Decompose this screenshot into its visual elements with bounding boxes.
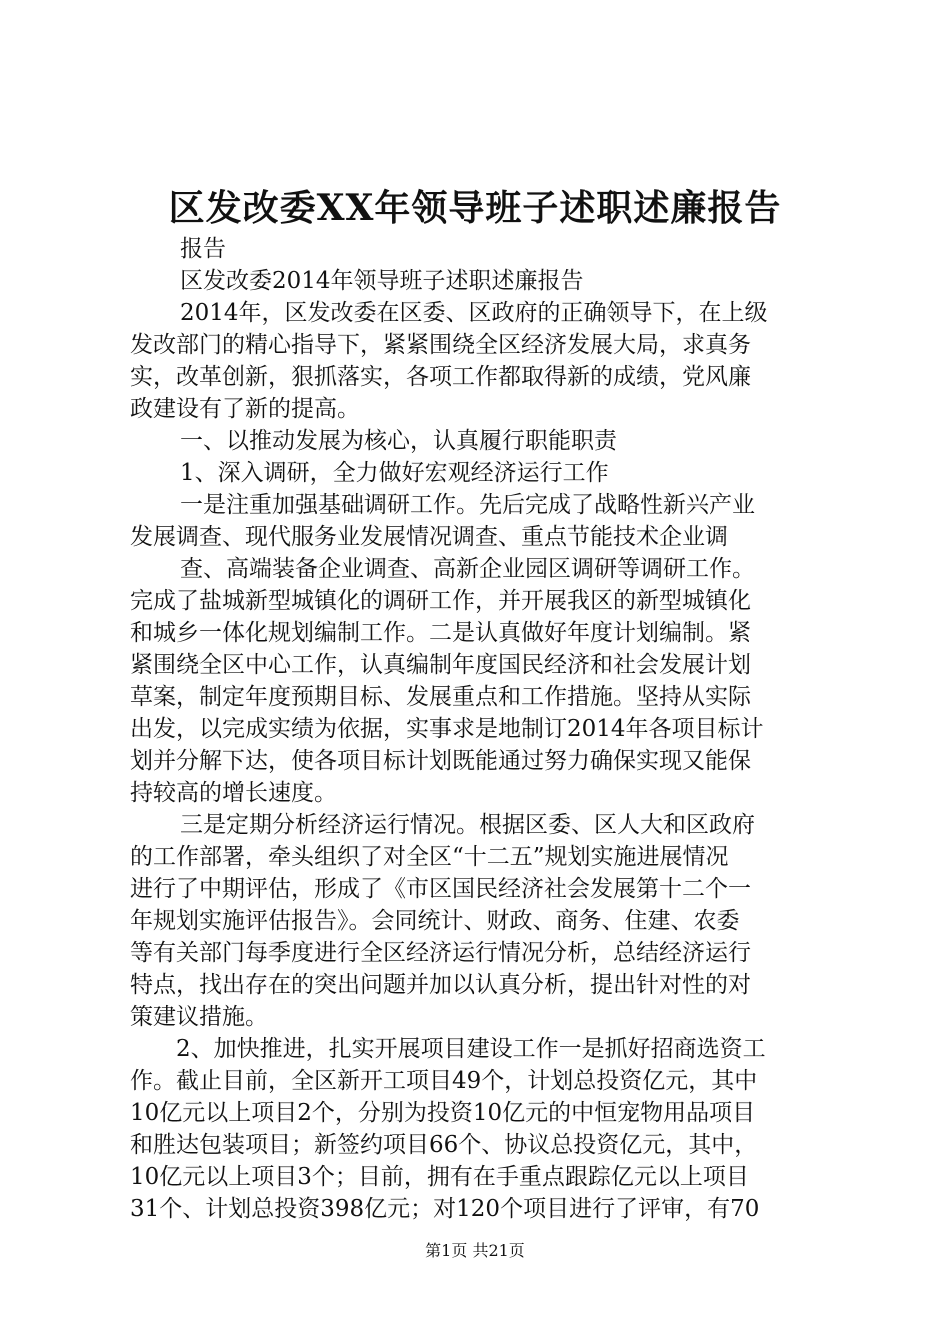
body-line: 区发改委2014年领导班子述职述廉报告 [180,268,584,294]
body-line: 和城乡一体化规划编制工作。二是认真做好年度计划编制。紧 [130,620,751,646]
body-line: 草案，制定年度预期目标、发展重点和工作措施。坚持从实际 [130,684,751,710]
body-line: 2、加快推进，扎实开展项目建设工作一是抓好招商选资工 [176,1036,766,1062]
body-line: 查、高端装备企业调查、高新企业园区调研等调研工作。 [180,556,755,582]
body-line: 等有关部门每季度进行全区经济运行情况分析，总结经济运行 [130,940,751,966]
body-line: 一是注重加强基础调研工作。先后完成了战略性新兴产业 [180,492,755,518]
body-line: 报告 [180,236,226,262]
page-footer: 第1页 共21页 [425,1241,525,1260]
body-line: 进行了中期评估，形成了《市区国民经济社会发展第十二个一 [130,876,751,902]
body-line: 10亿元以上项目3个；目前，拥有在手重点跟踪亿元以上项目 [130,1164,749,1190]
body-line: 紧围绕全区中心工作，认真编制年度国民经济和社会发展计划 [130,652,751,678]
body-line: 发改部门的精心指导下，紧紧围绕全区经济发展大局，求真务 [130,332,751,358]
body-line: 完成了盐城新型城镇化的调研工作，并开展我区的新型城镇化 [130,588,751,614]
body-line: 年规划实施评估报告》。会同统计、财政、商务、住建、农委 [130,908,740,934]
body-line: 政建设有了新的提高。 [130,396,360,422]
body-line: 特点，找出存在的突出问题并加以认真分析，提出针对性的对 [130,972,751,998]
body-line: 发展调查、现代服务业发展情况调查、重点节能技术企业调 [130,524,728,550]
body-line: 持较高的增长速度。 [130,780,337,806]
document-title: 区发改委XX年领导班子述职述廉报告 [168,187,782,229]
body-line: 实，改革创新，狠抓落实，各项工作都取得新的成绩，党风廉 [130,364,751,390]
body-line: 的工作部署，牵头组织了对全区“十二五”规划实施进展情况 [130,844,729,870]
body-line: 一、以推动发展为核心，认真履行职能职责 [180,428,617,454]
body-line: 三是定期分析经济运行情况。根据区委、区人大和区政府 [180,812,755,838]
body-line: 31个、计划总投资398亿元；对120个项目进行了评审，有70 [130,1196,760,1222]
body-line: 策建议措施。 [130,1004,268,1030]
body-line: 出发，以完成实绩为依据，实事求是地制订2014年各项目标计 [130,716,764,742]
body-line: 划并分解下达，使各项目标计划既能通过努力确保实现又能保 [130,748,751,774]
body-line: 10亿元以上项目2个，分别为投资10亿元的中恒宠物用品项目 [130,1100,756,1126]
document-body [130,233,830,1225]
body-line: 作。截止目前，全区新开工项目49个，计划总投资亿元，其中 [130,1068,758,1094]
body-line: 1、深入调研，全力做好宏观经济运行工作 [180,460,609,486]
body-line: 2014年，区发改委在区委、区政府的正确领导下，在上级 [180,300,768,326]
body-line: 和胜达包装项目；新签约项目66个、协议总投资亿元，其中， [130,1132,758,1158]
